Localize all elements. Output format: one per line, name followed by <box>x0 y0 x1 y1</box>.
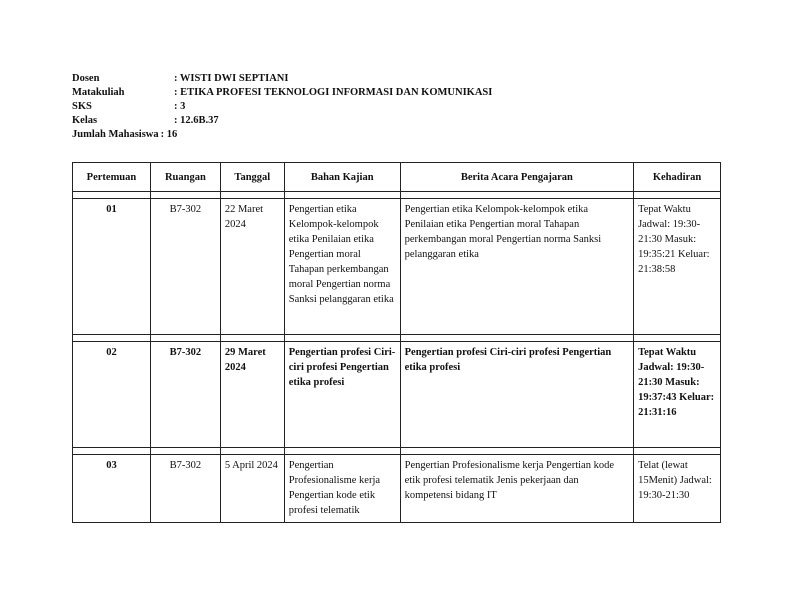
col-header-ruangan: Ruangan <box>150 163 220 192</box>
sks-value: : 3 <box>174 101 186 112</box>
kelas-label: Kelas <box>72 115 98 126</box>
sks-row <box>72 100 492 114</box>
table-row <box>73 455 721 523</box>
dosen-label: Dosen <box>72 73 100 84</box>
cell-pertemuan: 02 <box>73 342 151 448</box>
jumlah-value: : 16 <box>160 129 178 140</box>
dosen-row <box>72 72 492 86</box>
cell-ruangan: B7-302 <box>150 199 220 335</box>
cell-ruangan: B7-302 <box>150 455 220 523</box>
col-header-berita-acara: Berita Acara Pengajaran <box>400 163 633 192</box>
cell-tanggal: 22 Maret 2024 <box>220 199 284 335</box>
cell-berita-acara: Pengertian Profesionalisme kerja Pengertian kode etik profesi telematik Jenis pekerjaan dan kompetensi bidang IT <box>400 455 633 523</box>
cell-berita-acara: Pengertian profesi Ciri-ciri profesi Pengertian etika profesi <box>400 342 633 448</box>
matakuliah-label: Matakuliah <box>72 87 125 98</box>
cell-pertemuan: 03 <box>73 455 151 523</box>
cell-kehadiran: Telat (lewat 15Menit) Jadwal: 19:30-21:30 <box>634 455 721 523</box>
cell-tanggal: 5 April 2024 <box>220 455 284 523</box>
cell-bahan-kajian: Pengertian profesi Ciri-ciri profesi Pengertian etika profesi <box>284 342 400 448</box>
col-header-pertemuan: Pertemuan <box>73 163 151 192</box>
col-header-bahan-kajian: Bahan Kajian <box>284 163 400 192</box>
course-info-header <box>72 72 492 142</box>
cell-pertemuan: 01 <box>73 199 151 335</box>
jumlah-label: Jumlah Mahasiswa <box>72 129 159 140</box>
cell-kehadiran: Tepat Waktu Jadwal: 19:30-21:30 Masuk: 19:37:43 Keluar: 21:31:16 <box>634 342 721 448</box>
table-spacer <box>73 335 721 342</box>
table-header-row <box>73 163 721 192</box>
kelas-row <box>72 114 492 128</box>
cell-ruangan: B7-302 <box>150 342 220 448</box>
table-row <box>73 342 721 448</box>
table-row <box>73 199 721 335</box>
teaching-log-table <box>72 162 721 523</box>
jumlah-row <box>72 128 492 142</box>
cell-bahan-kajian: Pengertian etika Kelompok-kelompok etika Penilaian etika Pengertian moral Tahapan perkembangan moral Pengertian norma Sanksi pelanggaran etika <box>284 199 400 335</box>
cell-tanggal: 29 Maret 2024 <box>220 342 284 448</box>
cell-kehadiran: Tepat Waktu Jadwal: 19:30-21:30 Masuk: 19:35:21 Keluar: 21:38:58 <box>634 199 721 335</box>
matakuliah-row <box>72 86 492 100</box>
col-header-tanggal: Tanggal <box>220 163 284 192</box>
table-spacer <box>73 192 721 199</box>
table-spacer <box>73 448 721 455</box>
matakuliah-value: : ETIKA PROFESI TEKNOLOGI INFORMASI DAN KOMUNIKASI <box>174 87 493 98</box>
sks-label: SKS <box>72 101 92 112</box>
cell-berita-acara: Pengertian etika Kelompok-kelompok etika Penilaian etika Pengertian moral Tahapan perkembangan moral Pengertian norma Sanksi pelanggaran etika <box>400 199 633 335</box>
dosen-value: : WISTI DWI SEPTIANI <box>174 73 289 84</box>
kelas-value: : 12.6B.37 <box>174 115 219 126</box>
col-header-kehadiran: Kehadiran <box>634 163 721 192</box>
cell-bahan-kajian: Pengertian Profesionalisme kerja Pengertian kode etik profesi telematik <box>284 455 400 523</box>
